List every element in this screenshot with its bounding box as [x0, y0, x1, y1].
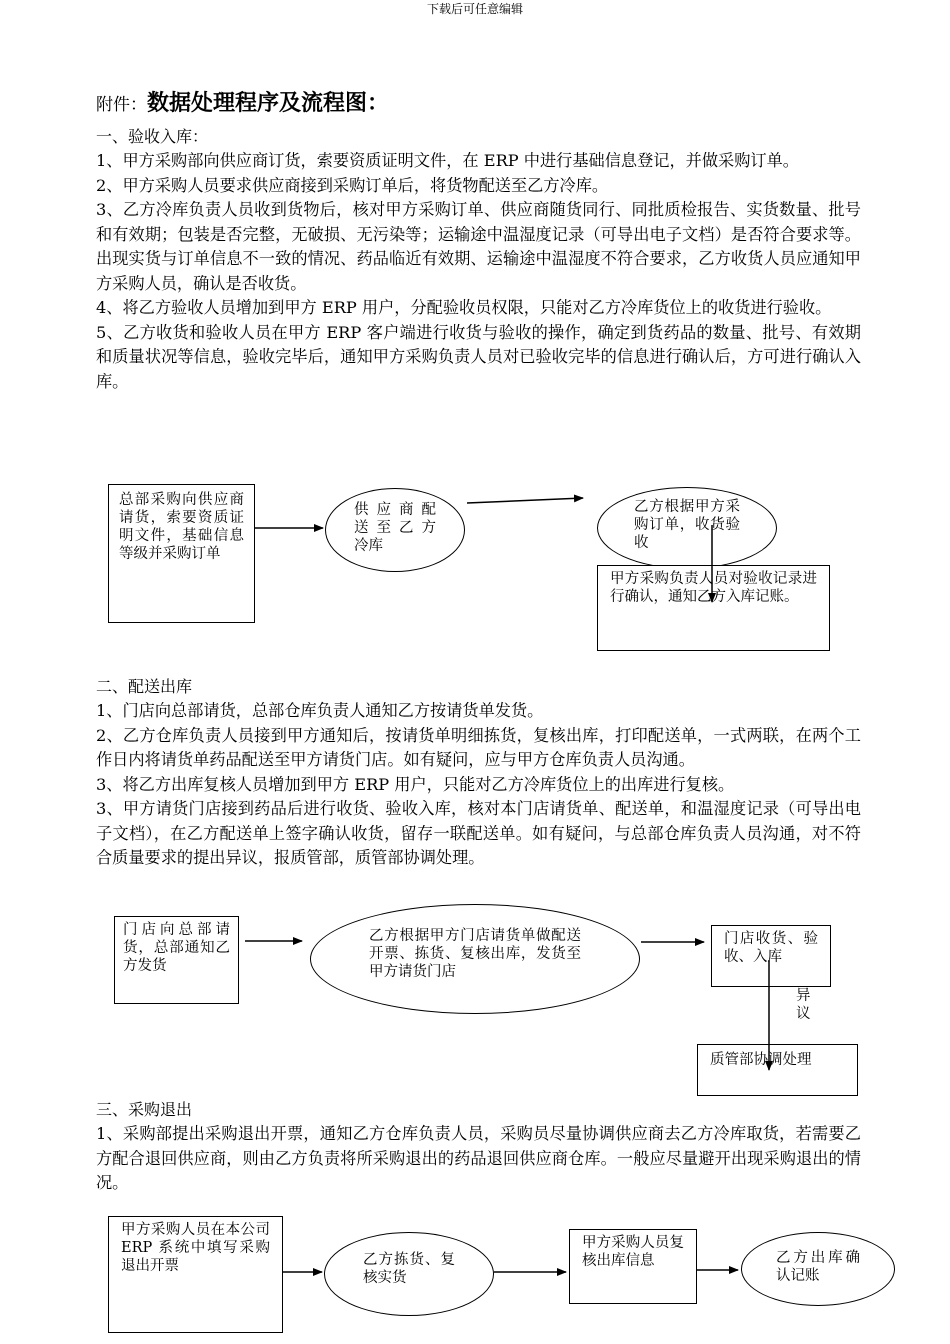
flow2-box-qa-handle-text: 质管部协调处理: [710, 1052, 812, 1068]
section2-para-1: 1、门店向总部请货，总部仓库负责人通知乙方按请货单发货。: [96, 701, 544, 720]
flow2-label-objection: 异议: [796, 988, 811, 1022]
section1-heading: 一、验收入库：: [96, 127, 209, 146]
section2-para-2: 2、乙方仓库负责人员接到甲方通知后，按请货单明细拣货，复核出库，打印配送单，一式两联，在两个工作日内将请货单药品配送至甲方请货门店。如有疑问，应与甲方仓库负责人员沟通。: [96, 725, 861, 769]
flow2-ellipse-pick-ship-text: 乙方根据甲方门店请货单做配送开票、拣货、复核出库，发货至甲方请货门店: [369, 928, 581, 980]
section1-para-4: 4、将乙方验收人员增加到甲方 ERP 用户，分配验收员权限，只能对乙方冷库货位上的收货进行验收。: [96, 298, 832, 317]
flow1-ellipse-receive-check-text: 乙方根据甲方采购订单，收货验收: [634, 499, 740, 551]
flow3-ellipse-confirm-bookkeep-text: 乙方出库确认记账: [776, 1250, 860, 1284]
flow3-box-review-outbound-text: 甲方采购人员复核出库信息: [582, 1235, 684, 1269]
section1-para-2: 2、甲方采购人员要求供应商接到采购订单后，将货物配送至乙方冷库。: [96, 175, 609, 195]
title-prefix: 附件：: [96, 95, 147, 115]
flow1-box-purchase-request-text: 总部采购向供应商请货，索要资质证明文件，基础信息等级并采购订单: [119, 492, 244, 562]
section1-para-5: 5、乙方收货和验收人员在甲方 ERP 客户端进行收货与验收的操作，确定到货药品的数量、批号、有效期和质量状况等信息，验收完毕后，通知甲方采购负责人员对已验收完毕的信息进行确认后，方可进行确认入库。: [96, 322, 861, 391]
flow1-arrow-2: [467, 498, 583, 503]
section2-para-4: 3、甲方请货门店接到药品后进行收货、验收入库，核对本门店请货单、配送单，和温湿度记录（可导出电子文档），在乙方配送单上签字确认收货，留存一联配送单。如有疑问，与总部仓库负责人员沟通，对不符合质量要求的提出异议，报质管部，质管部协调处理。: [96, 799, 861, 867]
section2-para-3: 3、将乙方出库复核人员增加到甲方 ERP 用户，只能对乙方冷库货位上的出库进行复核。: [96, 774, 735, 794]
title-main: 数据处理程序及流程图：: [147, 90, 390, 116]
flow2-box-store-receive-text: 门店收货、验收、入库: [724, 931, 818, 965]
flow2-box-store-request-text: 门店向总部请货，总部通知乙方发货: [123, 922, 230, 974]
section3-heading: 三、采购退出: [96, 1100, 193, 1119]
section2-heading: 二、配送出库: [96, 677, 193, 696]
page-header: 下载后可任意编辑: [426, 2, 523, 16]
flow1-box-confirm-record-text: 甲方采购负责人员对验收记录进行确认，通知乙方入库记账。: [610, 571, 817, 605]
section3-para-1: 1、采购部提出采购退出开票，通知乙方仓库负责人员，采购员尽量协调供应商去乙方冷库取货，若需要乙方配合退回供应商，则由乙方负责将所采购退出的药品退回供应商仓库。一般应尽量避开出现采购退出的情况。: [96, 1124, 861, 1192]
flow3-ellipse-pick-check-text: 乙方拣货、复核实货: [363, 1252, 455, 1286]
flow1-ellipse-supplier-delivery-text: 供 应 商 配 送 至 乙 方 冷库: [354, 502, 436, 554]
flow3-box-return-ticket-text: 甲方采购人员在本公司 ERP 系统中填写采购退出开票: [121, 1222, 270, 1274]
section1-para-1: 1、甲方采购部向供应商订货，索要资质证明文件，在 ERP 中进行基础信息登记，并做采购订单。: [96, 151, 799, 170]
section1-para-3: 3、乙方冷库负责人员收到货物后，核对甲方采购订单、供应商随货同行、同批质检报告、实货数量、批号和有效期；包装是否完整，无破损、无污染等；运输途中温湿度记录（可导出电子文档）是否符合要求等。出现实货与订单信息不一致的情况、药品临近有效期、运输途中温湿度不符合要求，乙方收货人员应通知甲方采购人员，确认是否收货。: [96, 200, 861, 293]
